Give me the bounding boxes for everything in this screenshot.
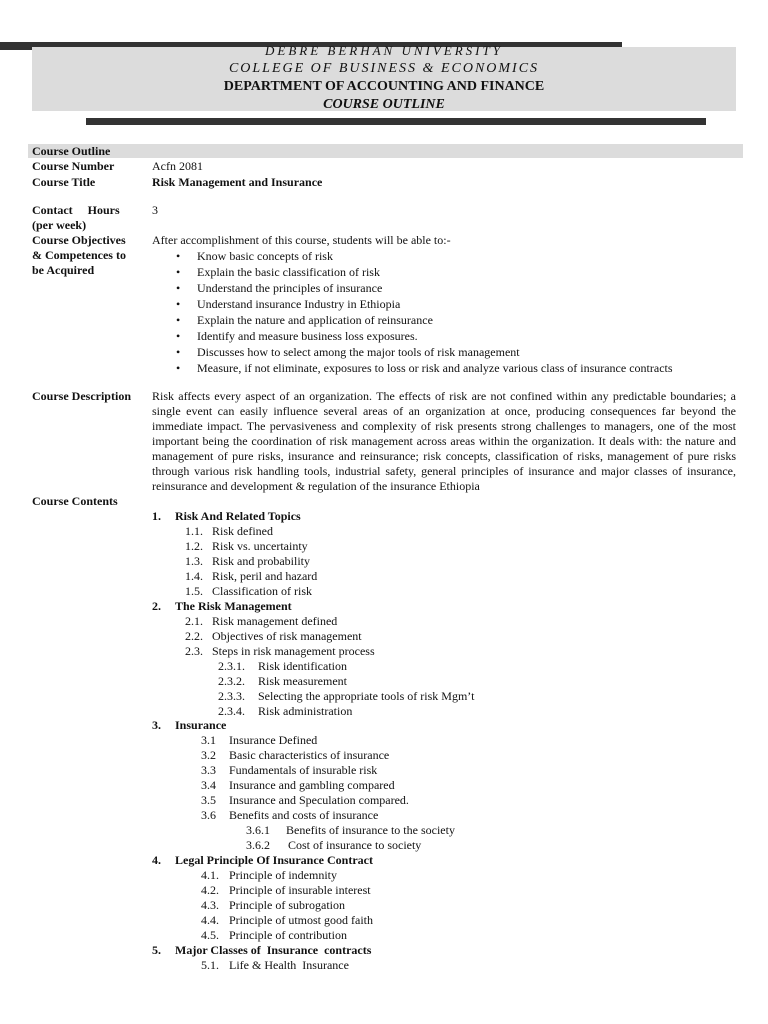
contact-hours-value: 3 — [152, 203, 158, 217]
section-title: The Risk Management — [175, 599, 292, 613]
list-item: • Know basic concepts of risk — [176, 249, 333, 263]
list-item: 2.3.3. Selecting the appropriate tools of risk Mgm’t — [218, 689, 475, 703]
list-item: 3.6.1 Benefits of insurance to the society — [246, 823, 455, 837]
list-item: 3.4 Insurance and gambling compared — [201, 778, 395, 792]
list-item: • Measure, if not eliminate, exposures to loss or risk and analyze various class of insurance contracts — [176, 361, 673, 375]
objectives-label-2: & Competences to — [32, 248, 126, 262]
list-item: 3.5 Insurance and Speculation compared. — [201, 793, 409, 807]
contact-hours-label-2: (per week) — [32, 218, 87, 232]
bullet-icon: • — [176, 297, 181, 311]
list-item: 3.3 Fundamentals of insurable risk — [201, 763, 378, 777]
section-title: Legal Principle Of Insurance Contract — [175, 853, 373, 867]
section-heading: 2. — [152, 599, 161, 613]
list-item: • Understand insurance Industry in Ethiopia — [176, 297, 401, 311]
list-item: • Understand the principles of insurance — [176, 281, 383, 295]
list-item: 2.3. Steps in risk management process — [185, 644, 375, 658]
objectives-label: Course Objectives — [32, 233, 126, 247]
bullet-icon: • — [176, 345, 181, 359]
list-item: 1.2. Risk vs. uncertainty — [185, 539, 308, 553]
course-contents-label: Course Contents — [32, 494, 118, 508]
list-item: 4.2. Principle of insurable interest — [201, 883, 371, 897]
list-item: 2.3.1. Risk identification — [218, 659, 347, 673]
objectives-label-3: be Acquired — [32, 263, 95, 277]
list-item: 3.2 Basic characteristics of insurance — [201, 748, 390, 762]
college-name: COLLEGE OF BUSINESS & ECONOMICS — [228, 61, 540, 76]
course-description-text: Risk affects every aspect of an organization. The effects of risk are not confined within any predictable boundaries; a single event can easily influence several areas of an organization at once, producing consequences far beyond the immediate impact. The pervasiveness and complexity of risk presents strong challenges to managers, one of the most important being the coordination of risk management across areas within the organization. It deals with: the nature and management of pure risks, insurance and reinsurance; risk concepts, classification of risks, management of pure risks through various risk handling tools, industrial safety, general principles of insurance and major classes of insurance, reinsurance and development & regulation of the insurance Ethiopia — [152, 389, 736, 493]
bullet-icon: • — [176, 361, 181, 375]
list-item: 4.1. Principle of indemnity — [201, 868, 337, 882]
course-description-label: Course Description — [32, 389, 131, 403]
section-title: Major Classes of Insurance contracts — [175, 943, 372, 957]
list-item: • Identify and measure business loss exposures. — [176, 329, 418, 343]
list-item: 2.3.2. Risk measurement — [218, 674, 347, 688]
list-item: 4.5. Principle of contribution — [201, 928, 347, 942]
section-heading: 3. — [152, 718, 161, 732]
bullet-icon: • — [176, 265, 181, 279]
list-item: 2.2. Objectives of risk management — [185, 629, 362, 643]
course-number-value: Acfn 2081 — [152, 159, 203, 173]
list-item: 3.6 Benefits and costs of insurance — [201, 808, 379, 822]
list-item: 4.3. Principle of subrogation — [201, 898, 345, 912]
list-item: 1.5. Classification of risk — [185, 584, 312, 598]
section-heading: 1. — [152, 509, 161, 523]
section-title: Insurance — [175, 718, 227, 732]
bullet-icon: • — [176, 281, 181, 295]
objectives-intro: After accomplishment of this course, students will be able to:- — [152, 233, 451, 247]
list-item: 1.4. Risk, peril and hazard — [185, 569, 318, 583]
document-header — [32, 43, 736, 112]
bullet-icon: • — [176, 329, 181, 343]
bullet-icon: • — [176, 249, 181, 263]
list-item: 1.3. Risk and probability — [185, 554, 310, 568]
list-item: • Explain the basic classification of risk — [176, 265, 380, 279]
list-item: • Explain the nature and application of reinsurance — [176, 313, 433, 327]
course-outline-label: Course Outline — [32, 144, 111, 158]
bullet-icon: • — [176, 313, 181, 327]
list-item: 2.3.4. Risk administration — [218, 704, 353, 718]
list-item: 5.1. Life & Health Insurance — [201, 958, 349, 972]
course-outline-band — [28, 144, 743, 158]
list-item: 3.1 Insurance Defined — [201, 733, 318, 747]
contact-hours-label: Contact Hours — [32, 203, 120, 217]
document-title: COURSE OUTLINE — [323, 97, 445, 112]
list-item: • Discusses how to select among the major tools of risk management — [176, 345, 520, 359]
list-item: 1.1. Risk defined — [185, 524, 273, 538]
list-item: 4.4. Principle of utmost good faith — [201, 913, 373, 927]
course-number-label: Course Number — [32, 159, 115, 173]
section-heading: 4. — [152, 853, 161, 867]
university-name: DEBRE BERHAN UNIVERSITY — [265, 43, 503, 58]
course-title-label: Course Title — [32, 175, 96, 189]
department-name: DEPARTMENT OF ACCOUNTING AND FINANCE — [223, 79, 545, 94]
list-item: 2.1. Risk management defined — [185, 614, 338, 628]
objectives-list — [176, 248, 673, 376]
course-title-value: Risk Management and Insurance — [152, 175, 323, 189]
section-title: Risk And Related Topics — [175, 509, 301, 523]
header-bottom-rule — [86, 118, 706, 125]
list-item: 3.6.2 Cost of insurance to society — [246, 838, 422, 852]
section-heading: 5. — [152, 943, 161, 957]
